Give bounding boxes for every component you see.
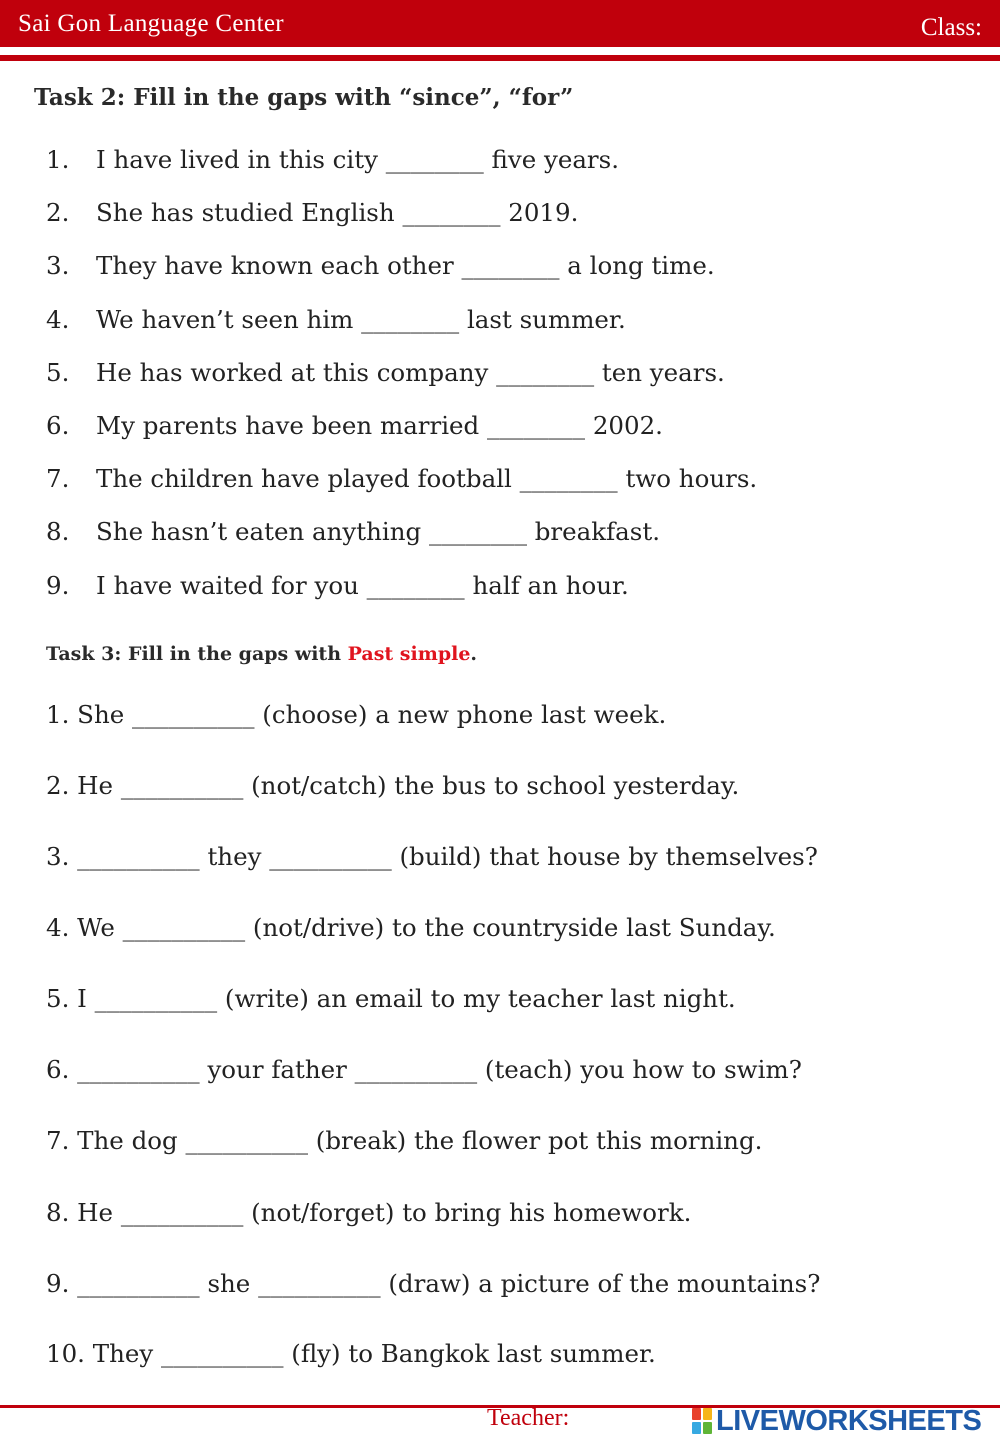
- center-name: Sai Gon Language Center: [18, 10, 284, 37]
- class-label: Class:: [920, 14, 982, 41]
- task3-item: 3. __________ they __________ (build) that house by themselves?: [46, 842, 818, 871]
- task3-item: 2. He __________ (not/catch) the bus to school yesterday.: [46, 771, 740, 800]
- task3-item: 5. I __________ (write) an email to my teacher last night.: [46, 984, 736, 1013]
- item-text: She has studied English ________ 2019.: [96, 198, 579, 227]
- task2-item: [46, 517, 660, 546]
- task3-item: 4. We __________ (not/drive) to the countryside last Sunday.: [46, 913, 776, 942]
- item-number: 2.: [46, 198, 70, 227]
- task2-title: Task 2: Fill in the gaps with “since”, “for”: [34, 84, 574, 111]
- teacher-label: Teacher:: [487, 1405, 570, 1431]
- task3-item: 9. __________ she __________ (draw) a picture of the mountains?: [46, 1269, 821, 1298]
- task3-item: 1. She __________ (choose) a new phone last week.: [46, 700, 667, 729]
- task2-item: [46, 571, 629, 600]
- item-number: 4.: [46, 305, 70, 334]
- task2-item: [46, 411, 663, 440]
- task3-item: 6. __________ your father __________ (teach) you how to swim?: [46, 1055, 802, 1084]
- liveworksheets-logo-icon: [692, 1408, 712, 1434]
- task3-title-highlight: Past simple: [347, 643, 471, 665]
- item-text: She hasn’t eaten anything ________ breakfast.: [96, 517, 660, 546]
- item-text: He has worked at this company ________ ten years.: [96, 358, 725, 387]
- item-number: 1.: [46, 145, 70, 174]
- item-text: My parents have been married ________ 2002.: [96, 411, 663, 440]
- item-number: 7.: [46, 464, 70, 493]
- task3-item: 7. The dog __________ (break) the flower pot this morning.: [46, 1126, 763, 1155]
- item-text: I have waited for you ________ half an hour.: [96, 571, 629, 600]
- task3-item: 8. He __________ (not/forget) to bring his homework.: [46, 1198, 692, 1227]
- item-number: 5.: [46, 358, 70, 387]
- item-text: The children have played football ________ two hours.: [96, 464, 758, 493]
- task3-title: [46, 643, 477, 665]
- task2-item: [46, 251, 715, 280]
- liveworksheets-logo-text: LIVEWORKSHEETS: [716, 1404, 982, 1437]
- task2-item: [46, 358, 725, 387]
- item-text: I have lived in this city ________ five years.: [96, 145, 619, 174]
- task2-item: [46, 464, 757, 493]
- task2-item: [46, 145, 619, 174]
- task3-title-prefix: Task 3: Fill in the gaps with: [46, 643, 348, 665]
- task3-title-suffix: .: [470, 643, 478, 665]
- task3-item: 10. They __________ (fly) to Bangkok last summer.: [46, 1339, 656, 1368]
- task2-item: [46, 305, 626, 334]
- item-text: They have known each other ________ a long time.: [96, 251, 715, 280]
- task2-item: [46, 198, 578, 227]
- liveworksheets-logo: [692, 1404, 981, 1438]
- item-number: 8.: [46, 517, 70, 546]
- item-number: 6.: [46, 411, 70, 440]
- item-number: 3.: [46, 251, 70, 280]
- header-divider: [0, 55, 1000, 61]
- item-text: We haven’t seen him ________ last summer.: [96, 305, 626, 334]
- item-number: 9.: [46, 571, 70, 600]
